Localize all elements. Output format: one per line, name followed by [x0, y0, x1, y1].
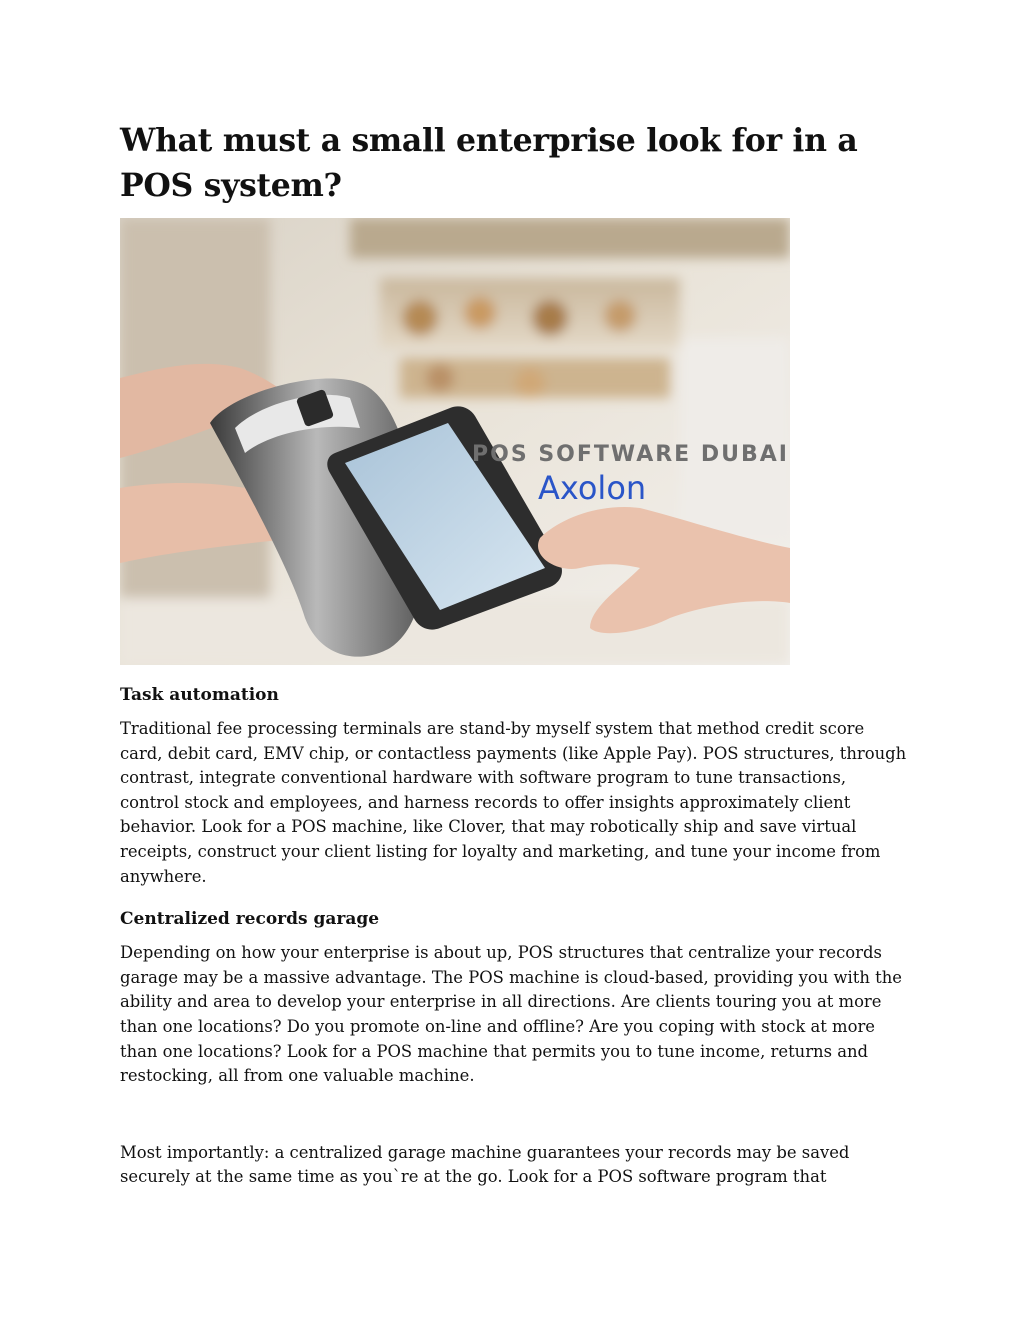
section-heading-task-automation: Task automation: [120, 685, 279, 705]
document-page: [120, 118, 910, 1190]
paragraph-task-automation: Traditional fee processing terminals are stand-by myself system that method credit score card, debit card, EMV chip, or contactless payments (like Apple Pay). POS structures, through contrast, integrate conventional hardware with software program to tune transactions, control stock and employees, and harness records to offer insights approximately client behavior. Look for a POS machine, like Clover, that may robotically ship and save virtual receipts, construct your client listing for loyalty and marketing, and tune your income from anywhere.: [120, 719, 907, 886]
paragraph-centralized-records-1: Depending on how your enterprise is about up, POS structures that centralize your records garage may be a massive advantage. The POS machine is cloud-based, providing you with the ability and area to develop your enterprise in all directions. Are clients touring you at more than one locations? Do you promote on-line and offline? Are you coping with stock at more than one locations? Look for a POS machine that permits you to tune income, returns and restocking, all from one valuable machine.: [120, 943, 902, 1086]
hero-image: [120, 218, 790, 665]
article-title: What must a small enterprise look for in a POS system?: [120, 122, 858, 204]
paragraph-spacer: [120, 1089, 910, 1133]
brand-text: POS SOFTWARE DUBAI: [472, 442, 789, 467]
paragraph-centralized-records-2: Most importantly: a centralized garage machine guarantees your records may be saved securely at the same time as you`re at the go. Look for a POS software program that: [120, 1142, 850, 1187]
pos-payment-photo: [120, 218, 790, 665]
axolon-logo: Axolon: [538, 469, 647, 507]
section-heading-centralized-records: Centralized records garage: [120, 909, 380, 930]
